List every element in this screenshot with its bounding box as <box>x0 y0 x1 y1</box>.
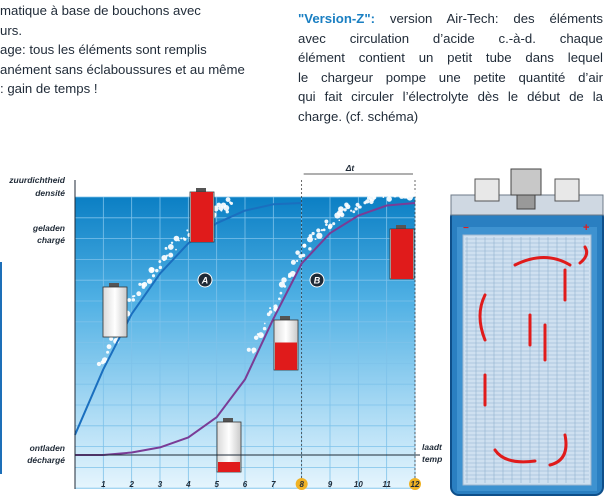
left-line: anément sans éclaboussures et au même <box>0 61 245 77</box>
y-label-mid-fr: chargé <box>37 235 65 245</box>
air-bubble <box>350 210 352 212</box>
air-bubble <box>166 254 168 256</box>
delta-t-label: Δt <box>345 163 355 173</box>
y-label-mid-nl: geladen <box>32 223 65 233</box>
air-bubble <box>315 238 317 240</box>
air-bubble <box>106 351 109 354</box>
air-bubble <box>264 323 266 325</box>
x-tick-label: 1 <box>101 480 106 489</box>
air-bubble <box>263 327 267 331</box>
curve-marker-label: A <box>201 275 209 286</box>
air-bubble <box>316 228 320 232</box>
air-bubble <box>402 189 405 192</box>
air-bubble <box>280 292 283 295</box>
air-bubble <box>383 196 385 198</box>
air-bubble <box>97 362 101 366</box>
x-tick-label: 12 <box>410 480 420 489</box>
y-label-top-nl: zuurdichtheid <box>9 175 65 185</box>
air-bubble <box>378 192 380 194</box>
air-bubble <box>309 234 313 238</box>
air-bubble <box>374 191 379 196</box>
x-tick-label: 4 <box>186 480 191 489</box>
air-bubble <box>247 348 251 352</box>
curve-marker-label: B <box>313 275 321 286</box>
air-bubble <box>296 260 298 262</box>
air-bubble <box>183 237 185 239</box>
battery-body <box>103 287 127 337</box>
air-bubble <box>387 196 392 201</box>
air-bubble <box>109 337 113 341</box>
air-bubble <box>325 223 328 226</box>
air-bubble <box>136 291 141 296</box>
air-bubble <box>127 298 131 302</box>
battery-icon <box>190 188 214 242</box>
air-bubble <box>278 297 281 300</box>
version-z-heading: "Version-Z": <box>298 11 375 26</box>
air-bubble <box>328 224 333 229</box>
air-bubble <box>150 268 155 273</box>
air-bubble <box>269 310 272 313</box>
right-line: avec circulation d’acide c.-à-d. chaque <box>298 30 603 46</box>
air-bubble <box>343 208 346 211</box>
air-bubble <box>273 304 277 308</box>
air-bubble <box>284 285 287 288</box>
battery-charge-fill <box>391 229 413 279</box>
air-bubble <box>230 202 233 205</box>
plus-sign: + <box>583 222 590 234</box>
battery-icon <box>390 225 414 279</box>
air-bubble <box>338 219 340 221</box>
x-tick-label: 2 <box>129 480 134 489</box>
x-label-fr: temp <box>422 454 443 464</box>
air-bubble <box>387 188 392 193</box>
charge-chart <box>0 160 443 499</box>
air-bubble <box>251 347 256 352</box>
air-bubble <box>411 192 416 197</box>
x-tick-label: 9 <box>327 480 333 489</box>
air-bubble <box>168 253 173 258</box>
air-bubble <box>152 274 155 277</box>
air-bubble <box>147 279 152 284</box>
air-bubble <box>303 244 306 247</box>
left-line: urs. <box>0 22 22 38</box>
air-bubble <box>281 277 286 282</box>
minus-sign: − <box>463 223 469 234</box>
x-tick-label: 7 <box>271 480 276 489</box>
air-bubble <box>324 219 328 223</box>
air-bubble <box>223 205 229 211</box>
left-paragraph <box>0 1 262 99</box>
air-bubble <box>354 207 357 210</box>
battery-icon <box>217 418 241 472</box>
air-bubble <box>332 222 335 225</box>
air-bubble <box>359 205 362 208</box>
air-bubble <box>302 254 305 257</box>
air-tube-head <box>517 195 535 209</box>
x-tick-label: 6 <box>242 480 248 489</box>
right-line: élément contient un petit tube dans lequel <box>298 50 603 65</box>
air-bubble <box>155 269 158 272</box>
left-line: matique à base de bouchons avec <box>0 3 201 18</box>
air-bubble <box>308 247 311 250</box>
air-pump-cap <box>511 169 541 195</box>
right-line: le chargeur pompe une petite quantité d’air <box>298 69 603 85</box>
air-bubble <box>373 196 377 200</box>
x-tick-label: 10 <box>353 480 363 489</box>
battery-charge-fill <box>275 343 297 371</box>
air-bubble <box>269 307 271 309</box>
air-bubble <box>340 213 345 218</box>
air-bubble <box>138 283 141 286</box>
air-bubble <box>178 240 180 242</box>
air-bubble <box>107 344 112 349</box>
air-bubble <box>186 229 188 231</box>
x-label-nl: laadt <box>422 442 442 452</box>
air-bubble <box>226 210 229 213</box>
air-bubble <box>159 266 162 269</box>
air-bubble <box>323 229 326 232</box>
left-line: age: tous les éléments sont remplis <box>0 42 207 57</box>
air-bubble <box>168 244 174 250</box>
x-tick-label: 8 <box>299 480 304 489</box>
curve-marker-A <box>198 273 212 287</box>
y-label-bottom-fr: déchargé <box>27 455 65 465</box>
curve-marker-B <box>310 273 324 287</box>
air-bubble <box>345 204 350 209</box>
right-terminal <box>555 179 579 201</box>
air-bubble <box>142 282 147 287</box>
battery-charge-fill <box>218 462 240 472</box>
battery-icon <box>103 283 127 337</box>
air-bubble <box>365 199 369 203</box>
cell-plates <box>463 235 591 485</box>
air-bubble <box>393 194 396 197</box>
x-tick-label: 11 <box>382 480 391 489</box>
version-z-intro: version Air-Tech: des éléments <box>375 11 603 26</box>
air-bubble <box>133 295 135 297</box>
right-line: qui fait circuler l’électrolyte dès le début de la <box>298 89 603 104</box>
air-bubble <box>171 242 173 244</box>
air-bubble <box>132 298 136 302</box>
battery-cell-schema <box>445 165 615 499</box>
air-bubble <box>316 233 322 239</box>
x-tick-label: 3 <box>157 480 163 489</box>
air-bubble <box>295 250 300 255</box>
air-bubble <box>254 335 258 339</box>
battery-charge-fill <box>191 192 213 242</box>
air-bubble <box>261 334 263 336</box>
air-bubble <box>180 237 182 239</box>
version-z-first-line <box>298 9 603 29</box>
air-bubble <box>158 260 161 263</box>
battery-icon <box>274 316 298 370</box>
air-bubble <box>382 190 385 193</box>
air-bubble <box>311 232 314 235</box>
x-tick-label: 5 <box>214 480 219 489</box>
left-line: : gain de temps ! <box>0 81 98 96</box>
air-bubble <box>352 210 355 213</box>
air-bubble <box>165 247 168 250</box>
version-z-paragraph <box>298 9 603 126</box>
air-bubble <box>226 197 231 202</box>
y-label-bottom-nl: ontladen <box>29 443 65 453</box>
air-bubble <box>380 191 382 193</box>
right-line: charge. (cf. schéma) <box>298 108 419 124</box>
air-bubble <box>175 249 177 251</box>
air-bubble <box>291 260 296 265</box>
air-bubble <box>396 185 401 190</box>
left-terminal <box>475 179 499 201</box>
y-label-top-fr: densité <box>35 188 65 198</box>
